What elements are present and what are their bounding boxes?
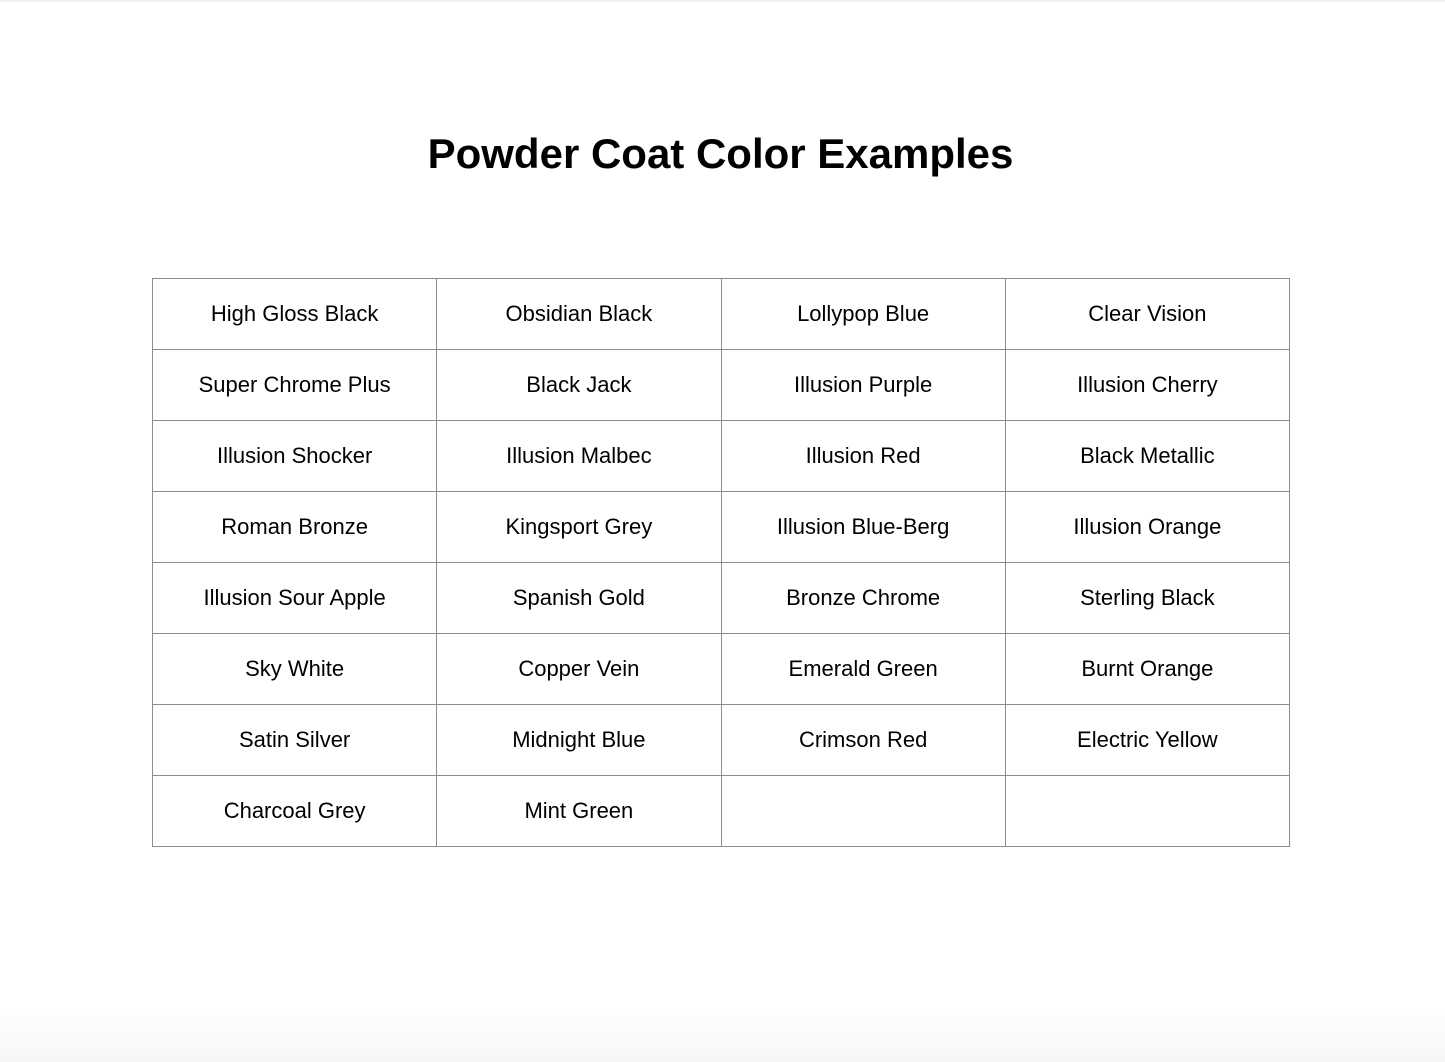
table-row — [153, 563, 1290, 634]
page-top-edge — [0, 0, 1445, 2]
table-cell: Satin Silver — [153, 705, 437, 776]
table-cell: Obsidian Black — [437, 279, 721, 350]
table-cell: Crimson Red — [721, 705, 1005, 776]
table-cell: Black Jack — [437, 350, 721, 421]
table-cell: Illusion Blue-Berg — [721, 492, 1005, 563]
table-row — [153, 705, 1290, 776]
table-row — [153, 421, 1290, 492]
table-row — [153, 634, 1290, 705]
page-bottom-shadow — [0, 1007, 1445, 1062]
table-cell: Illusion Purple — [721, 350, 1005, 421]
table-cell: Roman Bronze — [153, 492, 437, 563]
table-cell: Sky White — [153, 634, 437, 705]
table-cell: Kingsport Grey — [437, 492, 721, 563]
table-cell: Illusion Red — [721, 421, 1005, 492]
table-cell — [721, 776, 1005, 847]
page-title: Powder Coat Color Examples — [427, 130, 1014, 177]
table-cell: Midnight Blue — [437, 705, 721, 776]
table-cell: Bronze Chrome — [721, 563, 1005, 634]
table-cell: Copper Vein — [437, 634, 721, 705]
table-cell: Mint Green — [437, 776, 721, 847]
table-cell: Illusion Shocker — [153, 421, 437, 492]
table-row — [153, 350, 1290, 421]
table-row — [153, 492, 1290, 563]
table-cell: Emerald Green — [721, 634, 1005, 705]
table-row — [153, 279, 1290, 350]
table-cell: Black Metallic — [1005, 421, 1289, 492]
table-cell: Charcoal Grey — [153, 776, 437, 847]
table-cell: Illusion Malbec — [437, 421, 721, 492]
color-table-body — [153, 279, 1290, 847]
table-row — [153, 776, 1290, 847]
table-cell — [1005, 776, 1289, 847]
table-cell: Super Chrome Plus — [153, 350, 437, 421]
table-cell: High Gloss Black — [153, 279, 437, 350]
table-cell: Lollypop Blue — [721, 279, 1005, 350]
powder-coat-color-table — [152, 278, 1290, 847]
table-cell: Illusion Cherry — [1005, 350, 1289, 421]
table-cell: Electric Yellow — [1005, 705, 1289, 776]
table-cell: Sterling Black — [1005, 563, 1289, 634]
table-cell: Clear Vision — [1005, 279, 1289, 350]
table-cell: Spanish Gold — [437, 563, 721, 634]
table-cell: Illusion Sour Apple — [153, 563, 437, 634]
table-cell: Illusion Orange — [1005, 492, 1289, 563]
table-cell: Burnt Orange — [1005, 634, 1289, 705]
